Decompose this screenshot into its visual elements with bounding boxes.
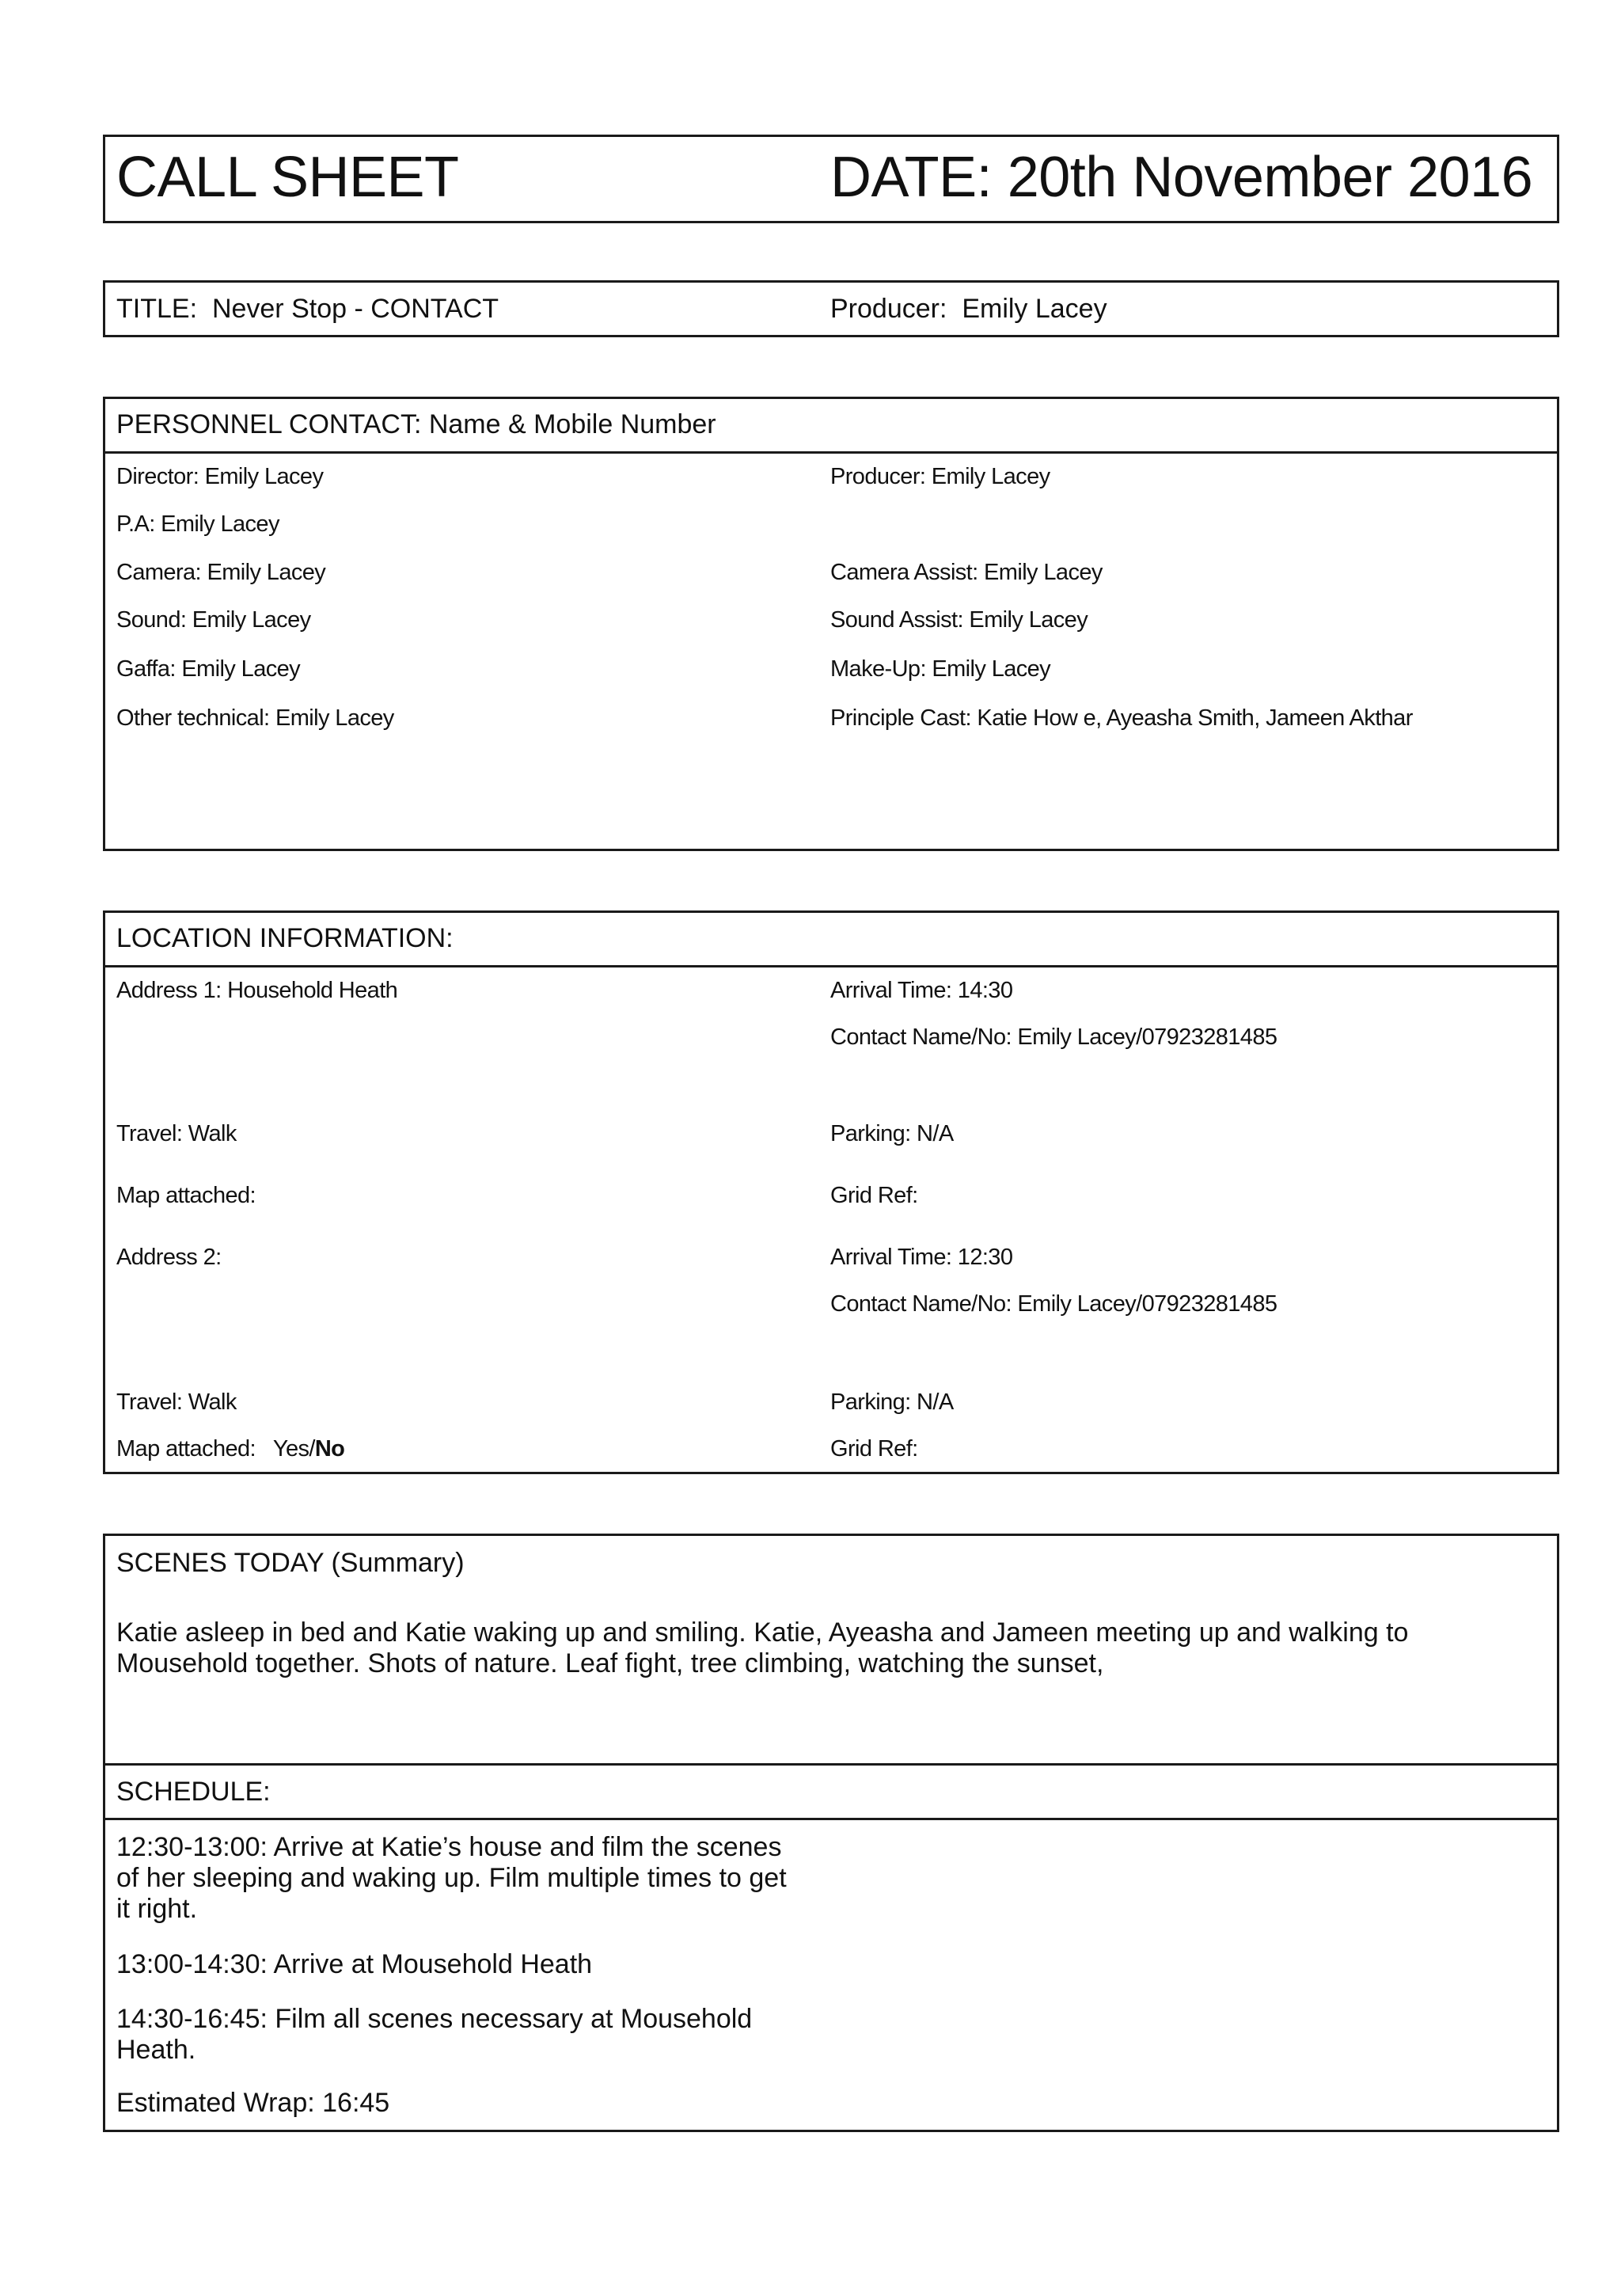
call-sheet-title: CALL SHEET xyxy=(116,146,459,209)
scenes-schedule-section xyxy=(103,1534,1559,2132)
location-map-2: Map attached: Yes/No xyxy=(116,1436,345,1462)
personnel-sound: Sound: Emily Lacey xyxy=(116,607,311,633)
location-travel-2: Travel: Walk xyxy=(116,1389,237,1415)
personnel-producer: Producer: Emily Lacey xyxy=(830,464,1050,489)
production-producer: Producer: Emily Lacey xyxy=(830,294,1107,324)
production-info xyxy=(103,280,1559,337)
location-contact-2: Contact Name/No: Emily Lacey/07923281485 xyxy=(830,1291,1277,1317)
personnel-makeup: Make-Up: Emily Lacey xyxy=(830,656,1051,682)
location-address-1: Address 1: Household Heath xyxy=(116,978,398,1003)
schedule-item-2: 13:00-14:30: Arrive at Mousehold Heath xyxy=(116,1949,593,1979)
personnel-pa: P.A: Emily Lacey xyxy=(116,511,279,537)
schedule-item-3-line-2: Heath. xyxy=(116,2035,196,2065)
personnel-divider xyxy=(105,451,1557,454)
schedule-item-3-line-1: 14:30-16:45: Film all scenes necessary at Mousehold xyxy=(116,2004,753,2034)
location-map-1: Map attached: xyxy=(116,1183,256,1208)
location-address-2: Address 2: xyxy=(116,1245,222,1270)
personnel-gaffa: Gaffa: Emily Lacey xyxy=(116,656,301,682)
location-parking-2: Parking: N/A xyxy=(830,1389,954,1415)
scenes-heading: SCENES TODAY (Summary) xyxy=(116,1548,465,1578)
location-parking-1: Parking: N/A xyxy=(830,1121,954,1146)
call-sheet-header xyxy=(103,135,1559,223)
schedule-item-1-line-1: 12:30-13:00: Arrive at Katie’s house and film the scenes xyxy=(116,1832,782,1862)
location-divider xyxy=(105,965,1557,967)
personnel-section xyxy=(103,397,1559,851)
map-no-bold: No xyxy=(314,1436,345,1462)
schedule-item-1-line-3: it right. xyxy=(116,1894,198,1924)
location-arrival-1: Arrival Time: 14:30 xyxy=(830,978,1013,1003)
location-contact-1: Contact Name/No: Emily Lacey/07923281485 xyxy=(830,1024,1277,1050)
schedule-divider xyxy=(105,1818,1557,1820)
personnel-camera: Camera: Emily Lacey xyxy=(116,560,326,585)
personnel-principle-cast: Principle Cast: Katie How e, Ayeasha Smith, Jameen Akthar xyxy=(830,705,1413,731)
scenes-summary-line-2: Mousehold together. Shots of nature. Leaf fight, tree climbing, watching the sunset, xyxy=(116,1648,1104,1678)
call-sheet-date: DATE: 20th November 2016 xyxy=(830,146,1533,209)
personnel-other-technical: Other technical: Emily Lacey xyxy=(116,705,394,731)
production-title: TITLE: Never Stop - CONTACT xyxy=(116,294,499,324)
location-arrival-2: Arrival Time: 12:30 xyxy=(830,1245,1013,1270)
personnel-heading: PERSONNEL CONTACT: Name & Mobile Number xyxy=(116,409,716,439)
personnel-sound-assist: Sound Assist: Emily Lacey xyxy=(830,607,1088,633)
location-heading: LOCATION INFORMATION: xyxy=(116,923,454,953)
location-travel-1: Travel: Walk xyxy=(116,1121,237,1146)
location-section xyxy=(103,910,1559,1474)
schedule-estimated-wrap: Estimated Wrap: 16:45 xyxy=(116,2088,390,2118)
personnel-director: Director: Emily Lacey xyxy=(116,464,324,489)
schedule-heading: SCHEDULE: xyxy=(116,1777,271,1807)
scenes-divider xyxy=(105,1763,1557,1766)
personnel-camera-assist: Camera Assist: Emily Lacey xyxy=(830,560,1103,585)
location-grid-2: Grid Ref: xyxy=(830,1436,918,1462)
scenes-summary-line-1: Katie asleep in bed and Katie waking up and smiling. Katie, Ayeasha and Jameen meeting up and walking to xyxy=(116,1617,1409,1648)
schedule-item-1-line-2: of her sleeping and waking up. Film multiple times to get xyxy=(116,1863,787,1893)
location-grid-1: Grid Ref: xyxy=(830,1183,918,1208)
